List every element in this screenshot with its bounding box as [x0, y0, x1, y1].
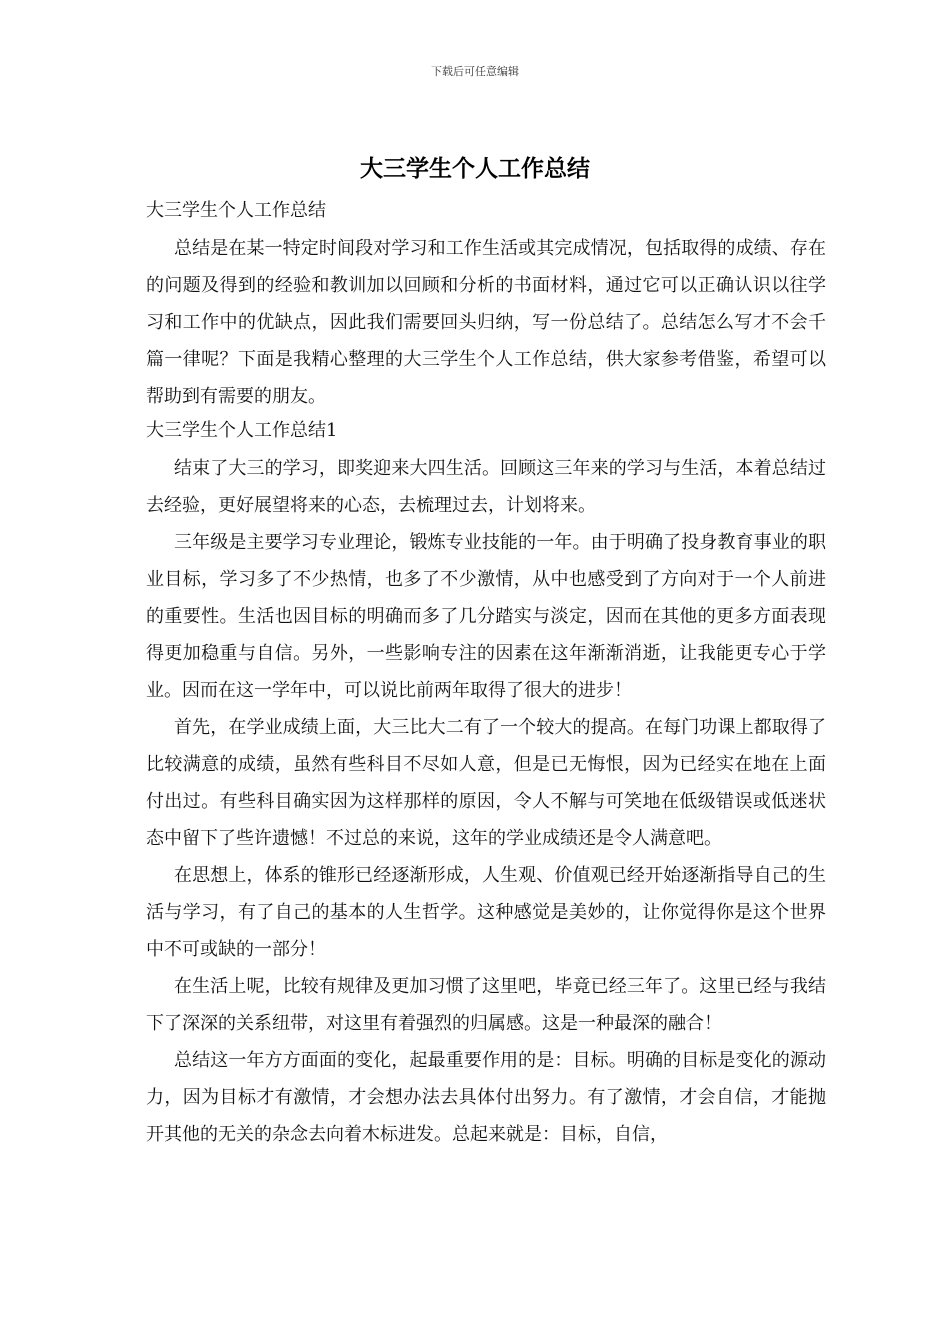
section-heading: 大三学生个人工作总结1	[146, 420, 338, 441]
document-title: 大三学生个人工作总结	[360, 155, 590, 182]
body-paragraph: 三年级是主要学习专业理论，锻炼专业技能的一年。由于明确了投身教育事业的职业目标，学习多了不少热情，也多了不少激情，从中也感受到了方向对于一个人前进的重要性。生活也因目标的明确而多了几分踏实与淡定，因而在其他的更多方面表现得更加稳重与自信。另外，一些影响专注的因素在这年渐渐消逝，让我能更专心于学业。因而在这一学年中，可以说比前两年取得了很大的进步！	[146, 532, 826, 701]
header-note: 下载后可任意编辑	[431, 65, 519, 78]
body-paragraph: 总结这一年方方面面的变化，起最重要作用的是：目标。明确的目标是变化的源动力，因为目标才有激情，才会想办法去具体付出努力。有了激情，才会自信，才能抛开其他的无关的杂念去向着木标进发。总起来就是：目标，自信，	[146, 1050, 826, 1145]
body-paragraph: 在思想上，体系的锥形已经逐渐形成，人生观、价值观已经开始逐渐指导自己的生活与学习，有了自己的基本的人生哲学。这种感觉是美妙的，让你觉得你是这个世界中不可或缺的一部分！	[146, 865, 826, 960]
body-paragraph: 首先，在学业成绩上面，大三比大二有了一个较大的提高。在每门功课上都取得了比较满意的成绩，虽然有些科目不尽如人意，但是已无悔恨，因为已经实在地在上面付出过。有些科目确实因为这样那样的原因，令人不解与可笑地在低级错误或低迷状态中留下了些许遗憾！不过总的来说，这年的学业成绩还是令人满意吧。	[146, 717, 826, 849]
body-paragraph: 在生活上呢，比较有规律及更加习惯了这里吧，毕竟已经三年了。这里已经与我结下了深深的关系纽带，对这里有着强烈的归属感。这是一种最深的融合！	[146, 976, 826, 1034]
body-paragraph: 结束了大三的学习，即奖迎来大四生活。回顾这三年来的学习与生活，本着总结过去经验，更好展望将来的心态，去梳理过去，计划将来。	[146, 458, 826, 516]
intro-paragraph: 总结是在某一特定时间段对学习和工作生活或其完成情况，包括取得的成绩、存在的问题及得到的经验和教训加以回顾和分析的书面材料，通过它可以正确认识以往学习和工作中的优缺点，因此我们需要回头归纳，写一份总结了。总结怎么写才不会千篇一律呢？下面是我精心整理的大三学生个人工作总结，供大家参考借鉴，希望可以帮助到有需要的朋友。	[146, 238, 826, 407]
document-body	[146, 197, 826, 1153]
subtitle-heading: 大三学生个人工作总结	[146, 200, 326, 221]
